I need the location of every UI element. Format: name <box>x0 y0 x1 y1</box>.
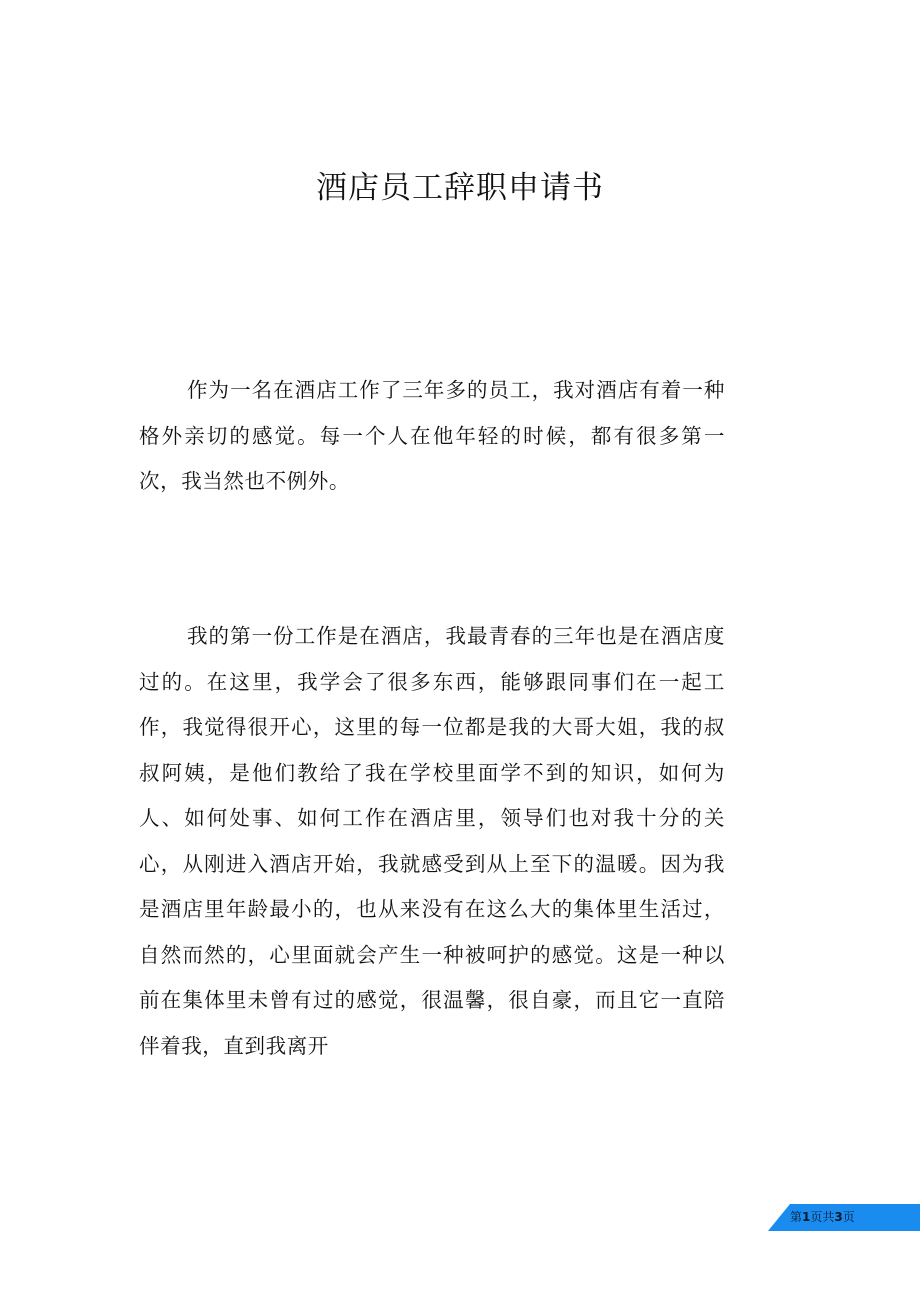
paragraph-1: 作为一名在酒店工作了三年多的员工，我对酒店有着一种格外亲切的感觉。每一个人在他年轻的时候，都有很多第一次，我当然也不例外。 <box>139 378 725 493</box>
total-pages-number: 3 <box>834 1210 843 1224</box>
page-title: 酒店员工辞职申请书 <box>316 170 604 206</box>
page-prefix: 第 <box>790 1210 803 1224</box>
current-page-number: 1 <box>802 1210 811 1224</box>
page-suffix: 页 <box>842 1210 855 1224</box>
page-middle: 页共 <box>810 1210 835 1224</box>
page-number-label <box>790 1204 890 1231</box>
paragraph-2: 我的第一份工作是在酒店，我最青春的三年也是在酒店度过的。在这里，我学会了很多东西，能够跟同事们在一起工作，我觉得很开心，这里的每一位都是我的大哥大姐，我的叔叔阿姨，是他们教给了我在学校里面学不到的知识，如何为人、如何处事、如何工作在酒店里，领导们也对我十分的关心，从刚进入酒店开始，我就感受到从上至下的温暖。因为我是酒店里年龄最小的，也从来没有在这么大的集体里生活过，自然而然的，心里面就会产生一种被呵护的感觉。这是一种以前在集体里未曾有过的感觉，很温馨，很自豪，而且它一直陪伴着我，直到我离开 <box>139 624 725 1058</box>
